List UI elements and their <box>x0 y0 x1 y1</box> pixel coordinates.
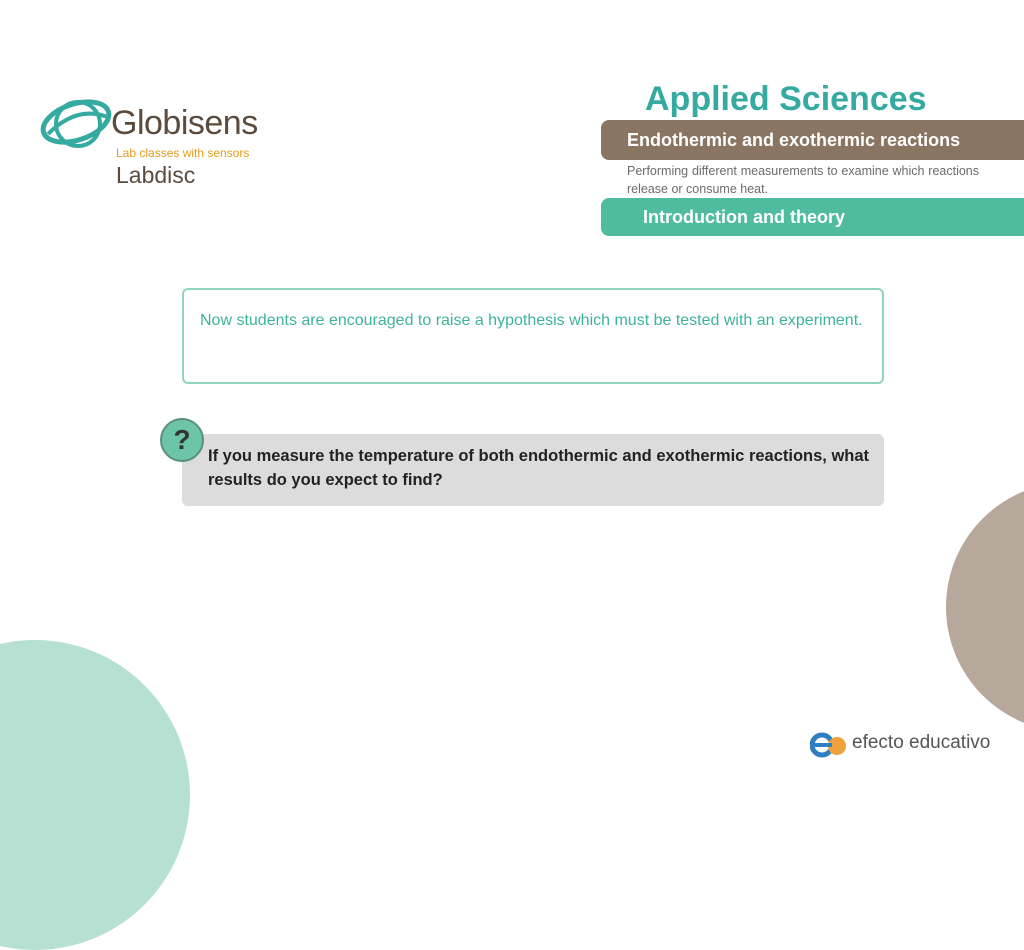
ea-mark-icon <box>810 730 848 758</box>
question-mark-icon: ? <box>160 418 204 462</box>
topic-description: Performing different measurements to examine which reactions release or consume heat. <box>627 164 979 196</box>
decorative-circle-right <box>946 482 1024 732</box>
globe-ring-icon <box>38 84 118 164</box>
app-title: Applied Sciences <box>645 80 927 118</box>
logo-sub: Labdisc <box>116 162 196 188</box>
question-box: If you measure the temperature of both endothermic and exothermic reactions, what results do you expect to find? <box>182 434 884 506</box>
efecto-educativo-logo <box>810 728 1010 760</box>
topic-bar: Endothermic and exothermic reactions <box>601 120 1024 160</box>
globisens-logo <box>38 84 278 194</box>
logo-name: Globisens <box>111 104 258 142</box>
footer-brand: efecto educativo <box>852 732 991 753</box>
decorative-circle-left <box>0 640 190 950</box>
logo-tagline: Lab classes with sensors <box>116 146 250 160</box>
intro-text-box: Now students are encouraged to raise a hypothesis which must be tested with an experiment. <box>182 288 884 384</box>
section-bar: Introduction and theory <box>601 198 1024 236</box>
